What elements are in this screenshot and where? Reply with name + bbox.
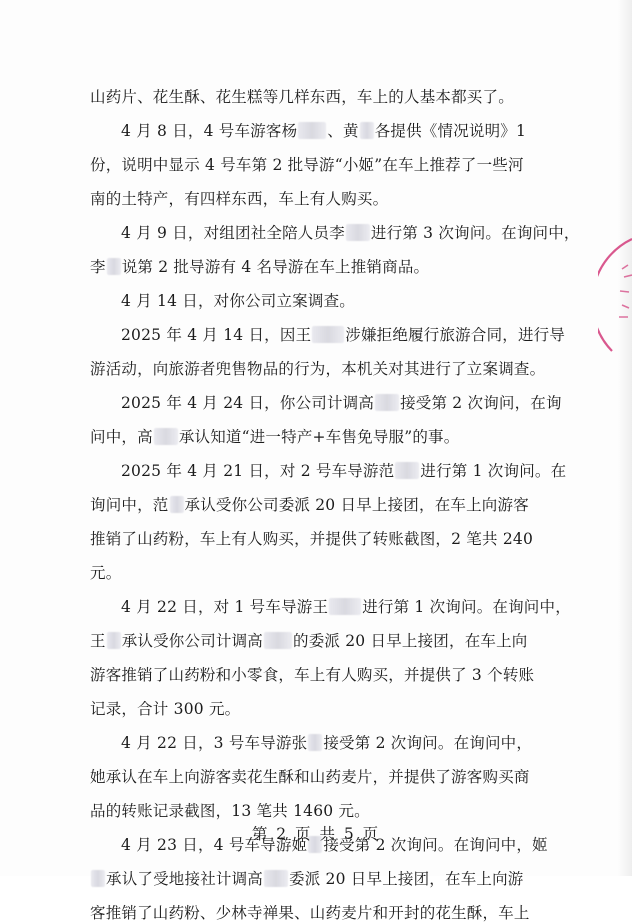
text-line: 南的土特产，有四样东西，车上有人购买。 <box>90 190 389 208</box>
redaction-mark <box>375 394 399 411</box>
redaction-mark <box>107 632 121 649</box>
text-line: 4 月 22 日，3 号车导游张 接受第 2 次询问。在询问中， <box>121 734 533 752</box>
redaction-mark <box>360 122 374 139</box>
redaction-mark <box>312 326 344 343</box>
text-line: 4 月 9 日，对组团社全陪人员李 进行第 3 次询问。在询问中， <box>121 224 580 242</box>
redaction-mark <box>154 428 178 445</box>
text-line: 4 月 8 日，4 号车游客杨 、黄 各提供《情况说明》1 <box>121 122 527 140</box>
redaction-mark <box>298 122 326 139</box>
text-line: 4 月 14 日，对你公司立案调查。 <box>121 292 355 310</box>
text-line: 2025 年 4 月 21 日，对 2 号车导游范 进行第 1 次询问。在 <box>121 462 567 480</box>
text-line: 份，说明中显示 4 号车第 2 批导游“小姬”在车上推荐了一些河 <box>90 156 524 174</box>
redaction-mark <box>329 598 361 615</box>
text-line: 2025 年 4 月 14 日，因王 涉嫌拒绝履行旅游合同，进行导 <box>121 326 566 344</box>
text-line: 4 月 22 日，对 1 号车导游王 进行第 1 次询问。在询问中， <box>121 598 571 616</box>
redaction-mark <box>107 258 121 275</box>
text-line: 记录，合计 300 元。 <box>90 700 241 718</box>
redaction-mark <box>264 870 288 887</box>
page-number-label: 第 2 页 共 5 页 <box>251 825 381 843</box>
text-line: 4 月 23 日，4 号车导游姬 接受第 2 次询问。在询问中，姬 <box>121 836 548 854</box>
redaction-mark <box>264 632 292 649</box>
redaction-mark <box>170 496 184 513</box>
redaction-mark <box>308 734 322 751</box>
text-line: 李 说第 2 批导游有 4 名导游在车上推销商品。 <box>90 258 430 276</box>
text-line: 游活动，向旅游者兜售物品的行为，本机关对其进行了立案调查。 <box>90 360 546 378</box>
page-edge-shadow <box>618 0 632 876</box>
text-line: 推销了山药粉，车上有人购买，并提供了转账截图，2 笔共 240 <box>90 530 534 548</box>
text-line: 元。 <box>90 564 122 582</box>
page-footer <box>0 822 632 844</box>
text-line: 客推销了山药粉、少林寺禅果、山药麦片和开封的花生酥，车上 <box>90 904 530 922</box>
redaction-mark <box>346 224 370 241</box>
redaction-mark <box>395 462 419 479</box>
text-line: 承认了受地接社计调高 委派 20 日早上接团，在车上向游 <box>90 867 524 889</box>
redaction-mark <box>91 870 105 887</box>
text-line: 山药片、花生酥、花生糕等几样东西，车上的人基本都买了。 <box>90 88 514 106</box>
text-line: 问中，高 承认知道“进一特产+车售免导服”的事。 <box>90 428 460 446</box>
seal-stamp-fragment <box>598 235 632 355</box>
text-line: 询问中，范 承认受你公司委派 20 日早上接团，在车上向游客 <box>90 496 529 514</box>
seal-stamp-icon <box>598 235 632 355</box>
text-line: 2025 年 4 月 24 日，你公司计调高 接受第 2 次询问，在询 <box>121 394 562 412</box>
text-line: 游客推销了山药粉和小零食，车上有人购买，并提供了 3 个转账 <box>90 666 535 684</box>
text-line: 品的转账记录截图，13 笔共 1460 元。 <box>90 802 370 820</box>
text-line: 她承认在车上向游客卖花生酥和山药麦片，并提供了游客购买商 <box>90 768 530 786</box>
text-line: 王 承认受你公司计调高 的委派 20 日早上接团，在车上向 <box>90 632 528 650</box>
